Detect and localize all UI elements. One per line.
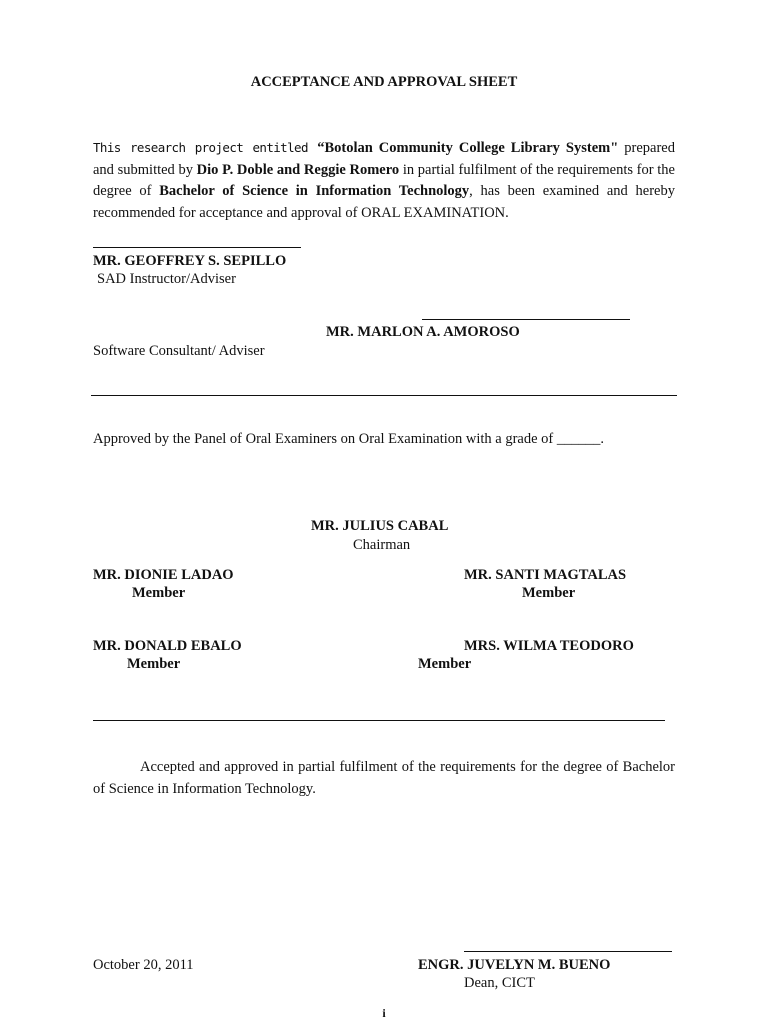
date: October 20, 2011 xyxy=(93,957,194,973)
member4-name: MRS. WILMA TEODORO xyxy=(464,638,634,654)
dean-signature-line xyxy=(464,951,672,952)
intro-text-4: , has been examined and hereby recommended for acceptance and approval of ORAL EXAMINATION. xyxy=(93,183,675,221)
member1-role: Member xyxy=(132,585,186,601)
member2-role: Member xyxy=(522,585,576,601)
quote-open: “ xyxy=(317,140,325,156)
adviser1-role: SAD Instructor/Adviser xyxy=(97,271,236,287)
page-title: ACCEPTANCE AND APPROVAL SHEET xyxy=(250,74,518,90)
member3-name: MR. DONALD EBALO xyxy=(93,638,242,654)
approval-statement: Approved by the Panel of Oral Examiners on Oral Examination with a grade of ______. xyxy=(93,431,604,447)
degree-name: Bachelor of Science in Information Technology xyxy=(159,183,470,199)
authors: Dio P. Doble and Reggie Romero xyxy=(196,161,400,178)
dean-role: Dean, CICT xyxy=(464,975,535,991)
project-title: Botolan Community College Library System xyxy=(324,140,611,156)
adviser2-role: Software Consultant/ Adviser xyxy=(93,343,265,359)
member4-role: Member xyxy=(418,656,472,672)
adviser2-signature-line xyxy=(422,319,630,320)
intro-text-1: This research project entitled xyxy=(93,140,318,155)
quote-close: " xyxy=(610,140,619,156)
adviser1-signature-line xyxy=(93,247,301,248)
chairman-role: Chairman xyxy=(353,537,411,553)
member3-role: Member xyxy=(127,656,181,672)
adviser2-name: MR. MARLON A. AMOROSO xyxy=(326,324,520,340)
member1-name: MR. DIONIE LADAO xyxy=(93,567,234,583)
intro-text-2: prepared and submitted by xyxy=(93,140,675,178)
intro-paragraph xyxy=(93,137,675,224)
section-divider xyxy=(91,395,677,396)
section-divider-2 xyxy=(93,720,665,721)
page-number: i xyxy=(382,1006,386,1020)
dean-name: ENGR. JUVELYN M. BUENO xyxy=(418,957,611,973)
chairman-name: MR. JULIUS CABAL xyxy=(311,518,449,534)
intro-text-3: in partial fulfilment of the requirements for the degree of xyxy=(93,161,675,199)
adviser1-name: MR. GEOFFREY S. SEPILLO xyxy=(93,253,287,269)
acceptance-paragraph: Accepted and approved in partial fulfilment of the requirements for the degree of Bachelor of Science in Information Technology. xyxy=(93,759,675,797)
member2-name: MR. SANTI MAGTALAS xyxy=(464,567,627,583)
